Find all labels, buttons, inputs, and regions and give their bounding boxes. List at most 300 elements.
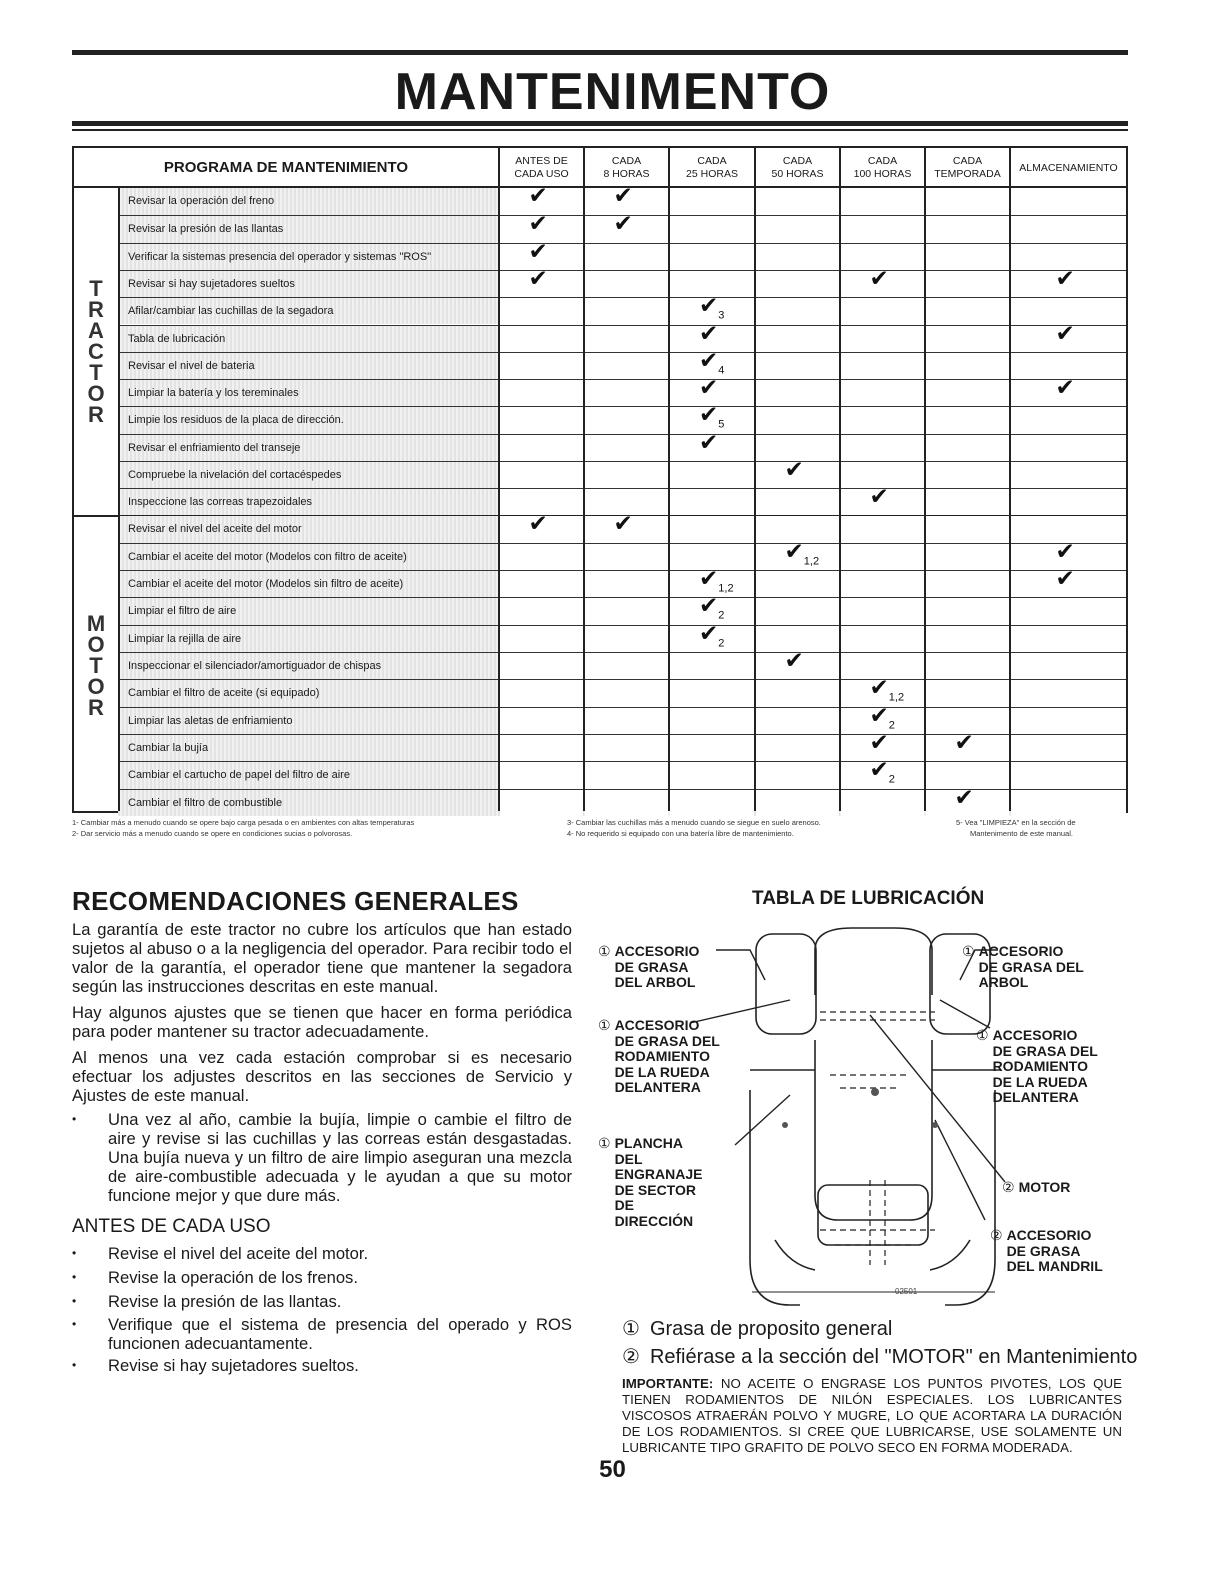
column-header-line: CADA — [867, 155, 898, 167]
grease-point-center — [871, 1088, 879, 1096]
schedule-cell — [841, 435, 924, 461]
rear-axle-housing — [818, 1185, 928, 1245]
schedule-cell — [756, 298, 839, 324]
schedule-cell — [585, 326, 668, 352]
column-divider — [839, 188, 841, 811]
schedule-cell — [1011, 216, 1126, 242]
label-text: ACCESORIO DE GRASA DEL ARBOL — [978, 943, 1084, 990]
page-number: 50 — [599, 1456, 626, 1483]
schedule-cell — [585, 762, 668, 788]
column-header-line: 100 HORAS — [853, 168, 912, 180]
section-label-letter: A — [88, 318, 104, 344]
section-label-letter: O — [87, 381, 105, 407]
checkmark-icon: ✔ — [699, 429, 719, 456]
schedule-cell — [500, 544, 583, 570]
schedule-row — [118, 429, 1126, 461]
task-label: Cambiar el aceite del motor (Modelos con filtro de aceite) — [128, 550, 407, 563]
checkmark-icon: ✔ — [1055, 320, 1075, 347]
checkmark-icon: ✔ — [613, 183, 633, 209]
column-divider — [498, 188, 500, 811]
section-label — [74, 516, 118, 816]
recommendations-paragraph-3: Al menos una vez cada estación comprobar si es necesario efectuar los adjustes descritos en las secciones de Servicio y Ajustes de este manual. — [72, 1048, 572, 1105]
schedule-column-header — [498, 148, 583, 188]
task-label: Cambiar el filtro de combustible — [128, 796, 283, 809]
footnote-ref: 2 — [718, 610, 725, 623]
column-header-line: CADA — [611, 155, 642, 167]
task-label: Revisar el enfriamiento del transeje — [128, 441, 301, 454]
tie-rod-dashed — [830, 1075, 910, 1088]
schedule-cell — [841, 380, 924, 406]
section-label-letter: O — [87, 674, 105, 700]
section-label-letter: T — [89, 653, 103, 679]
schedule-cell — [585, 680, 668, 706]
column-header-line: CADA — [697, 155, 727, 167]
task-label: Inspeccione las correas trapezoidales — [128, 496, 313, 509]
schedule-cell — [756, 326, 839, 352]
schedule-row — [118, 457, 1126, 488]
schedule-cell — [670, 680, 754, 706]
checklist-text: Verifique que el sistema de presencia del operado y ROS funcionen adecuantamente. — [108, 1315, 572, 1353]
footnote-ref: 4 — [718, 364, 725, 377]
column-divider — [583, 188, 585, 811]
column-divider — [924, 188, 926, 811]
schedule-cell — [926, 188, 1009, 215]
footnote-ref: 1,2 — [803, 555, 820, 568]
checkmark-icon: $✔_2$ — [869, 702, 895, 732]
schedule-cell — [670, 462, 754, 488]
schedule-row — [118, 620, 1126, 652]
checklist-item — [72, 1292, 572, 1311]
column-header-line: CADA — [782, 155, 813, 167]
schedule-cell — [670, 489, 754, 515]
schedule-cell — [585, 244, 668, 270]
schedule-cell — [500, 598, 583, 624]
lubrication-chart-title: TABLA DE LUBRICACIÓN — [752, 888, 985, 909]
schedule-row — [118, 757, 1126, 788]
label-shaft-fitting-right: ① ACCESORIO DE GRASA DEL ARBOL — [962, 943, 1084, 990]
label-front-wheel-bearing-left: ① ACCESORIO DE GRASA DEL RODAMIENTO DE LA RUEDA DELANTERA — [598, 1017, 720, 1095]
schedule-cell — [1011, 680, 1126, 706]
schedule-cell — [926, 489, 1009, 515]
left-wheel-outline — [756, 934, 816, 1034]
schedule-cell — [756, 407, 839, 433]
recommendations-paragraph-2: Hay algunos ajustes que se tienen que hacer en forma periódica para poder mantener su tractor adecuadamente. — [72, 1003, 572, 1041]
schedule-cell — [500, 326, 583, 352]
schedule-cell — [585, 626, 668, 652]
schedule-cell — [500, 735, 583, 761]
checkmark-icon: ✔ — [699, 320, 719, 347]
schedule-cell — [756, 216, 839, 242]
checkmark-icon: ✔ — [613, 510, 633, 537]
schedule-cell — [926, 216, 1009, 242]
checkmark-icon: ✔ — [528, 211, 548, 238]
leader-left-arbol — [716, 950, 765, 980]
schedule-section-motor — [74, 510, 1126, 816]
schedule-cell — [585, 708, 668, 734]
footnote-ref: 1,2 — [888, 691, 905, 704]
schedule-cell — [670, 188, 754, 215]
schedule-cell — [500, 680, 583, 706]
before-each-use-heading: ANTES DE CADA USO — [72, 1216, 271, 1237]
checkmark-icon: $✔_2$ — [699, 593, 725, 623]
schedule-cell — [500, 298, 583, 324]
schedule-cell — [500, 571, 583, 597]
schedule-column-header — [754, 148, 839, 188]
footnote-ref: 2 — [718, 637, 725, 650]
recommendations-heading: RECOMENDACIONES GENERALES — [72, 886, 519, 916]
checklist-text: Revise la operación de los frenos. — [108, 1268, 358, 1287]
schedule-row — [118, 238, 1126, 270]
schedule-cell — [756, 353, 839, 379]
schedule-cell — [670, 516, 754, 543]
schedule-cell — [585, 653, 668, 679]
schedule-row — [118, 784, 1126, 816]
schedule-cell — [1011, 435, 1126, 461]
schedule-cell — [926, 271, 1009, 297]
schedule-row — [118, 566, 1126, 597]
leader-right-bearing — [940, 1000, 990, 1028]
label-text: PLANCHA DEL ENGRANAJE DE SECTOR DE DIRECCIÓN — [614, 1135, 703, 1229]
seat-outline — [815, 928, 932, 995]
schedule-cell — [926, 598, 1009, 624]
schedule-cell — [585, 735, 668, 761]
schedule-cell — [585, 407, 668, 433]
schedule-row — [118, 702, 1126, 734]
task-label: Cambiar el aceite del motor (Modelos sin filtro de aceite) — [128, 578, 404, 591]
schedule-cell — [756, 188, 839, 215]
schedule-header — [74, 148, 1126, 188]
bullet-text: Una vez al año, cambie la bujía, limpie o cambie el filtro de aire y revise si las cuchillas y las correas están desgastadas. Una bujía nueva y un filtro de aire limpio aseguran una mezcla de aire-combustible adecuada y le ayudan a que su motor funcione mejor y que dure más. — [108, 1110, 572, 1205]
schedule-row — [118, 211, 1126, 242]
recommendations-paragraph-1: La garantía de este tractor no cubre los artículos que han estado sujetos al abuso o a la negligencia del operador. Para recibir todo el valor de la garantía, el operador tiene que mantener la segadora según las instrucciones descritas en este manual. — [72, 920, 572, 996]
schedule-cell — [500, 790, 583, 816]
column-header-line: ALMACENAMIENTO — [1019, 161, 1118, 174]
footnote-ref: 3 — [718, 309, 725, 322]
schedule-cell — [585, 462, 668, 488]
section-label-letter: O — [87, 632, 105, 658]
schedule-cell — [1011, 790, 1126, 816]
checkmark-icon: ✔ — [1055, 538, 1075, 565]
checkmark-icon: $✔_4$ — [699, 347, 725, 377]
checkmark-icon: ✔ — [869, 729, 889, 756]
schedule-cell — [926, 326, 1009, 352]
schedule-cell — [756, 380, 839, 406]
schedule-cell — [585, 435, 668, 461]
schedule-cell — [670, 244, 754, 270]
task-label: Inspeccionar el silenciador/amortiguador de chispas — [128, 660, 382, 673]
schedule-cell — [1011, 626, 1126, 652]
schedule-cell — [585, 790, 668, 816]
checkmark-icon: $✔_3$ — [699, 293, 725, 322]
task-label: Limpie los residuos de la placa de dirección. — [128, 414, 344, 427]
label-motor: ② MOTOR — [1002, 1179, 1071, 1195]
schedule-column-header — [1009, 148, 1126, 188]
checkmark-icon: ✔ — [528, 238, 548, 265]
top-rule — [72, 50, 1128, 55]
label-text: MOTOR — [1018, 1179, 1071, 1195]
column-header-line: 50 HORAS — [771, 168, 824, 180]
checkmark-icon: ✔ — [954, 729, 974, 756]
schedule-cell — [841, 216, 924, 242]
schedule-cell — [841, 516, 924, 543]
checkmark-icon: $✔_2$ — [699, 620, 725, 650]
schedule-cell — [926, 626, 1009, 652]
schedule-cell — [585, 598, 668, 624]
figure-code: 02501 — [895, 1287, 918, 1296]
task-label: Cambiar el cartucho de papel del filtro de aire — [128, 769, 350, 782]
schedule-cell — [1011, 598, 1126, 624]
schedule-cell — [500, 353, 583, 379]
schedule-cell — [756, 680, 839, 706]
schedule-cell — [926, 680, 1009, 706]
schedule-cell — [500, 407, 583, 433]
checklist-item — [72, 1356, 572, 1375]
schedule-cell — [841, 598, 924, 624]
page-title: MANTENIMENTO — [394, 63, 831, 121]
checklist-item — [72, 1315, 572, 1353]
label-front-wheel-bearing-right: ① ACCESORIO DE GRASA DEL RODAMIENTO DE LA RUEDA DELANTERA — [976, 1027, 1098, 1105]
footnote-5: 5- Vea "LIMPIEZA" en la sección de — [956, 818, 1076, 827]
schedule-cell — [1011, 188, 1126, 215]
column-divider — [1009, 188, 1011, 811]
schedule-cell — [841, 790, 924, 816]
task-label: Revisar la presión de las llantas — [128, 223, 284, 236]
checkmark-icon: ✔ — [528, 183, 548, 209]
leader-mandrel — [935, 1120, 985, 1220]
schedule-cell — [1011, 653, 1126, 679]
section-label — [74, 188, 118, 516]
axle-dashed — [820, 1012, 935, 1020]
column-divider — [668, 188, 670, 811]
checkmark-icon: $✔_{1,2}$ — [699, 566, 734, 595]
section-label-letter: R — [88, 297, 104, 323]
rear-right-wheel — [945, 1090, 995, 1305]
section-label-letter: T — [89, 276, 103, 302]
schedule-cell — [500, 380, 583, 406]
footnote-4: 4- No requerido si equipado con una batería libre de mantenimiento. — [567, 829, 794, 838]
label-steering-sector-plate: ① PLANCHA DEL ENGRANAJE DE SECTOR DE DIRECCIÓN — [598, 1135, 703, 1229]
checkmark-icon: ✔ — [869, 265, 889, 292]
task-label: Verificar la sistemas presencia del operador y sistemas "ROS" — [128, 250, 432, 263]
footnote-ref: 1,2 — [718, 582, 734, 595]
footnote-ref: 2 — [888, 719, 895, 732]
schedule-cell — [841, 407, 924, 433]
schedule-cell — [670, 735, 754, 761]
schedule-cell — [926, 244, 1009, 270]
task-label: Revisar la operación del freno — [128, 195, 275, 207]
checkmark-icon: ✔ — [528, 265, 548, 292]
column-header-line: CADA — [952, 155, 983, 167]
bullet-dot: • — [72, 1112, 77, 1126]
legend-item-2: ② Refiérase a la sección del "MOTOR" en Mantenimiento — [622, 1346, 1138, 1368]
transaxle-dashed — [820, 1180, 935, 1265]
checkmark-icon: $✔_{1,2}$ — [869, 675, 905, 704]
task-label: Limpiar la rejilla de aire — [128, 632, 242, 645]
checkmark-icon: ✔ — [699, 375, 719, 402]
checkmark-icon: ✔ — [869, 484, 889, 511]
checkmark-icon: ✔ — [1055, 265, 1075, 292]
section-label-letter: M — [86, 611, 106, 637]
schedule-cell — [841, 544, 924, 570]
maintenance-schedule-table — [72, 146, 1128, 813]
schedule-cell — [585, 380, 668, 406]
schedule-cell — [585, 298, 668, 324]
schedule-cell — [1011, 735, 1126, 761]
label-text: ACCESORIO DE GRASA DEL RODAMIENTO DE LA RUEDA DELANTERA — [614, 1017, 720, 1095]
schedule-cell — [756, 735, 839, 761]
label-text: ACCESORIO DE GRASA DEL MANDRIL — [1006, 1227, 1103, 1274]
schedule-cell — [756, 762, 839, 788]
schedule-row — [118, 510, 1126, 543]
body-outline — [815, 1040, 932, 1220]
schedule-row — [118, 375, 1126, 406]
schedule-cell — [926, 380, 1009, 406]
schedule-row — [118, 675, 1126, 706]
schedule-cell — [926, 298, 1009, 324]
bullet-dot: • — [72, 1270, 77, 1284]
checkmark-icon: ✔ — [528, 510, 548, 537]
checkmark-icon: ✔ — [784, 457, 804, 483]
footnote-ref: 2 — [888, 773, 895, 786]
footnote-ref: 5 — [718, 418, 725, 431]
section-label-letter: C — [88, 339, 104, 365]
schedule-cell — [585, 571, 668, 597]
footnote-2: 2- Dar servicio más a menudo cuando se opere en condiciones sucias o polvorosas. — [72, 829, 353, 838]
task-label: Revisar si hay sujetadores sueltos — [128, 277, 295, 290]
schedule-cell — [1011, 489, 1126, 515]
schedule-cell — [1011, 708, 1126, 734]
annual-maintenance-bullet — [72, 1110, 572, 1205]
bullet-dot: • — [72, 1294, 77, 1308]
task-label: Cambiar la bujía — [128, 741, 209, 754]
schedule-cell — [841, 188, 924, 215]
column-header-line: 25 HORAS — [686, 168, 738, 180]
section-label-letter: R — [88, 695, 104, 721]
column-divider — [754, 188, 756, 811]
schedule-cell — [670, 708, 754, 734]
schedule-cell — [926, 435, 1009, 461]
checklist-item — [72, 1244, 572, 1263]
schedule-column-header — [924, 148, 1009, 188]
schedule-row — [118, 729, 1126, 761]
task-label: Limpiar las aletas de enfriamiento — [128, 714, 293, 727]
schedule-cell — [500, 708, 583, 734]
checkmark-icon: ✔ — [613, 211, 633, 238]
schedule-row — [118, 347, 1126, 379]
schedule-cell — [585, 544, 668, 570]
bullet-dot: • — [72, 1246, 77, 1260]
footnote-5-cont: Mantenimento de este manual. — [970, 829, 1073, 838]
schedule-cell — [926, 653, 1009, 679]
schedule-column-header — [583, 148, 668, 188]
legend-item-1: ① Grasa de proposito general — [622, 1318, 893, 1340]
section-label-letter: T — [89, 360, 103, 386]
checklist-text: Revise si hay sujetadores sueltos. — [108, 1356, 359, 1375]
task-label: Afilar/cambiar las cuchillas de la segadora — [128, 305, 334, 318]
checkmark-icon: ✔ — [1055, 375, 1075, 402]
schedule-cell — [670, 216, 754, 242]
schedule-cell — [841, 626, 924, 652]
schedule-cell — [756, 489, 839, 515]
schedule-section-tractor — [74, 183, 1126, 516]
schedule-row — [118, 648, 1126, 679]
task-label: Compruebe la nivelación del cortacéspedes — [128, 469, 342, 481]
schedule-cell — [841, 571, 924, 597]
footnote-1: 1- Cambiar más a menudo cuando se opere bajo carga pesada o en ambientes con altas temperaturas — [72, 818, 415, 827]
checklist-text: Revise la presión de las llantas. — [108, 1292, 342, 1311]
column-header-line: ANTES DE — [515, 155, 568, 167]
checklist-item — [72, 1268, 572, 1287]
checkmark-icon: $✔_{1,2}$ — [784, 538, 820, 568]
important-text: NO ACEITE O ENGRASE LOS PUNTOS PIVOTES, LOS QUE TIENEN RODAMIENTOS DE NILÓN ESPECIALES. LOS LUBRICANTES VISCOSOS ATRAERÁN POLVO Y MUGRE, LO QUE ACORTARA LA DURACIÓN DE LOS RODAMIENTOS. SI CREE QUE LUBRICARSE, USE SOLAMENTE UN LUBRICANTE TIPO GRAFITO DE POLVO SECO EN FORMA MODERADA. — [622, 1376, 1122, 1455]
grease-point-left — [782, 1122, 788, 1128]
schedule-column-header — [668, 148, 754, 188]
schedule-row — [118, 538, 1126, 570]
label-text: ACCESORIO DE GRASA DEL ARBOL — [614, 943, 700, 990]
column-header-line: CADA USO — [514, 168, 569, 180]
schedule-cell — [926, 462, 1009, 488]
task-label: Cambiar el filtro de aceite (si equipado) — [128, 687, 320, 700]
schedule-cell — [500, 462, 583, 488]
schedule-cell — [756, 271, 839, 297]
schedule-cell — [756, 571, 839, 597]
column-header-line: 8 HORAS — [603, 168, 650, 180]
important-notice — [622, 1376, 1122, 1456]
schedule-cell — [500, 762, 583, 788]
task-label: Tabla de lubricación — [128, 332, 226, 345]
schedule-cell — [756, 708, 839, 734]
schedule-cell — [926, 544, 1009, 570]
schedule-cell — [1011, 407, 1126, 433]
section-label-letter: R — [88, 402, 104, 428]
label-mandrel-fitting: ② ACCESORIO DE GRASA DEL MANDRIL — [990, 1227, 1103, 1274]
checkmark-icon: ✔ — [784, 648, 804, 675]
schedule-cell — [756, 598, 839, 624]
schedule-cell — [1011, 762, 1126, 788]
important-label: IMPORTANTE: — [622, 1376, 714, 1391]
schedule-cell — [500, 653, 583, 679]
label-shaft-fitting-left: ① ACCESORIO DE GRASA DEL ARBOL — [598, 943, 700, 990]
task-label: Revisar el nivel de bateria — [128, 359, 255, 372]
checklist-text: Revise el nivel del aceite del motor. — [108, 1244, 369, 1263]
schedule-cell — [841, 298, 924, 324]
schedule-cell — [926, 407, 1009, 433]
title-rule-bottom — [72, 121, 1128, 126]
schedule-cell — [841, 353, 924, 379]
schedule-cell — [756, 244, 839, 270]
schedule-cell — [500, 435, 583, 461]
schedule-cell — [756, 790, 839, 816]
bullet-dot: • — [72, 1317, 77, 1331]
schedule-cell — [500, 626, 583, 652]
footnote-3: 3- Cambiar las cuchillas más a menudo cuando se siegue en suelo arenoso. — [567, 818, 821, 827]
column-header-line: TEMPORADA — [934, 168, 1001, 180]
task-label: Limpiar el filtro de aire — [128, 605, 237, 618]
schedule-cell — [670, 790, 754, 816]
task-label: Limpiar la batería y los tereminales — [128, 387, 299, 400]
schedule-cell — [670, 653, 754, 679]
schedule-cell — [841, 326, 924, 352]
schedule-row — [118, 293, 1126, 324]
schedule-cell — [585, 353, 668, 379]
label-text: ACCESORIO DE GRASA DEL RODAMIENTO DE LA RUEDA DELANTERA — [992, 1027, 1098, 1105]
schedule-cell — [926, 516, 1009, 543]
checkmark-icon: $✔_2$ — [869, 757, 895, 786]
schedule-row — [118, 593, 1126, 624]
rear-left-wheel — [750, 1090, 800, 1305]
checkmark-icon: ✔ — [954, 784, 974, 811]
schedule-cell — [1011, 462, 1126, 488]
